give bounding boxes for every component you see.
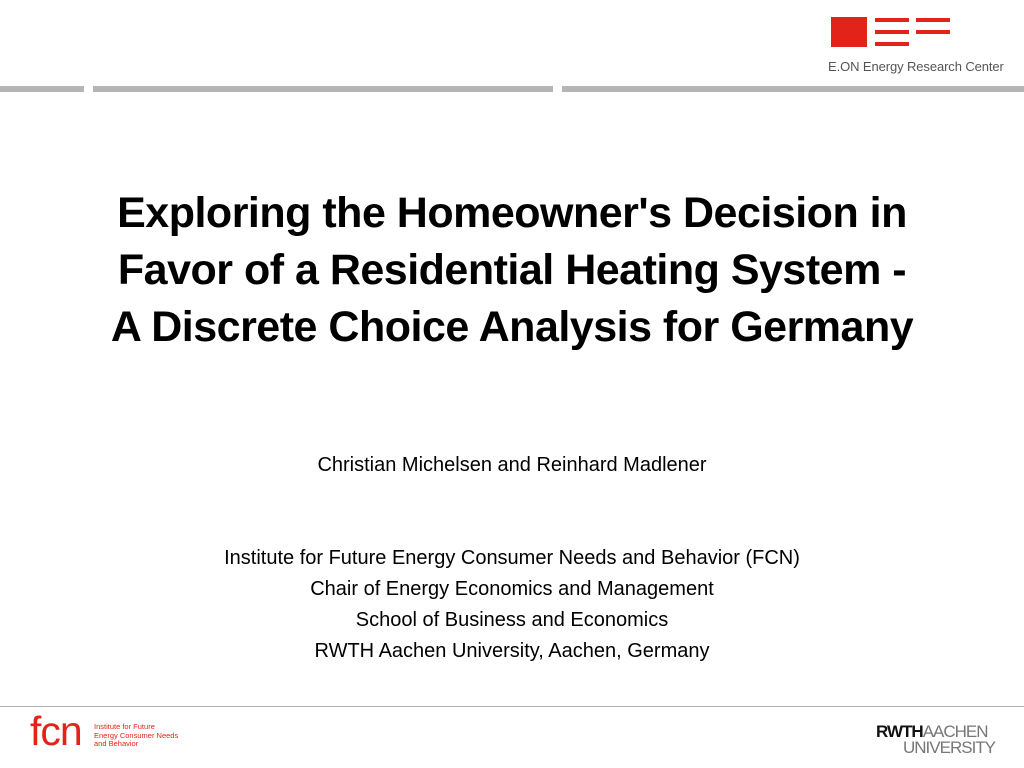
- footer-divider: [0, 706, 1024, 707]
- fcn-logo: [30, 708, 180, 758]
- affiliation-line: School of Business and Economics: [355, 609, 669, 631]
- header-divider-segment: [562, 86, 1024, 92]
- eon-red-square: [831, 17, 867, 47]
- affiliation: [0, 543, 1024, 667]
- fcn-subtitle-line: Energy Consumer Needs: [94, 730, 179, 740]
- slide-title: [30, 185, 994, 356]
- header-divider-segment: [93, 86, 553, 92]
- header-divider-segment: [0, 86, 84, 92]
- affiliation-line: Chair of Energy Economics and Management: [310, 578, 714, 600]
- fcn-subtitle-line: and Behavior: [94, 739, 139, 748]
- eon-bar: [875, 42, 909, 46]
- eon-bar: [875, 18, 909, 22]
- title-line: Exploring the Homeowner's Decision in: [117, 189, 907, 237]
- eon-bar: [916, 30, 950, 34]
- affiliation-line: Institute for Future Energy Consumer Needs and Behavior (FCN): [224, 547, 800, 569]
- rwth-logo-light: AACHEN: [922, 722, 988, 741]
- eon-logo-text: E.ON Energy Research Center: [828, 59, 1004, 74]
- rwth-logo-line2: UNIVERSITY: [903, 738, 996, 757]
- eon-logo-mark: [831, 17, 951, 49]
- rwth-logo-bold: RWTH: [876, 722, 923, 741]
- fcn-subtitle-line: Institute for Future: [94, 722, 155, 731]
- fcn-logo-word: fcn: [30, 708, 82, 754]
- rwth-aachen-logo: [876, 723, 1000, 757]
- eon-bar: [875, 30, 909, 34]
- eon-energy-research-center-logo: [828, 15, 1008, 77]
- title-line: Favor of a Residential Heating System -: [117, 246, 907, 294]
- eon-bar: [916, 18, 950, 22]
- title-line: A Discrete Choice Analysis for Germany: [110, 303, 914, 351]
- affiliation-line: RWTH Aachen University, Aachen, Germany: [314, 640, 710, 662]
- authors: Christian Michelsen and Reinhard Madlener: [317, 454, 707, 476]
- fcn-logo-subtitle: [94, 723, 178, 749]
